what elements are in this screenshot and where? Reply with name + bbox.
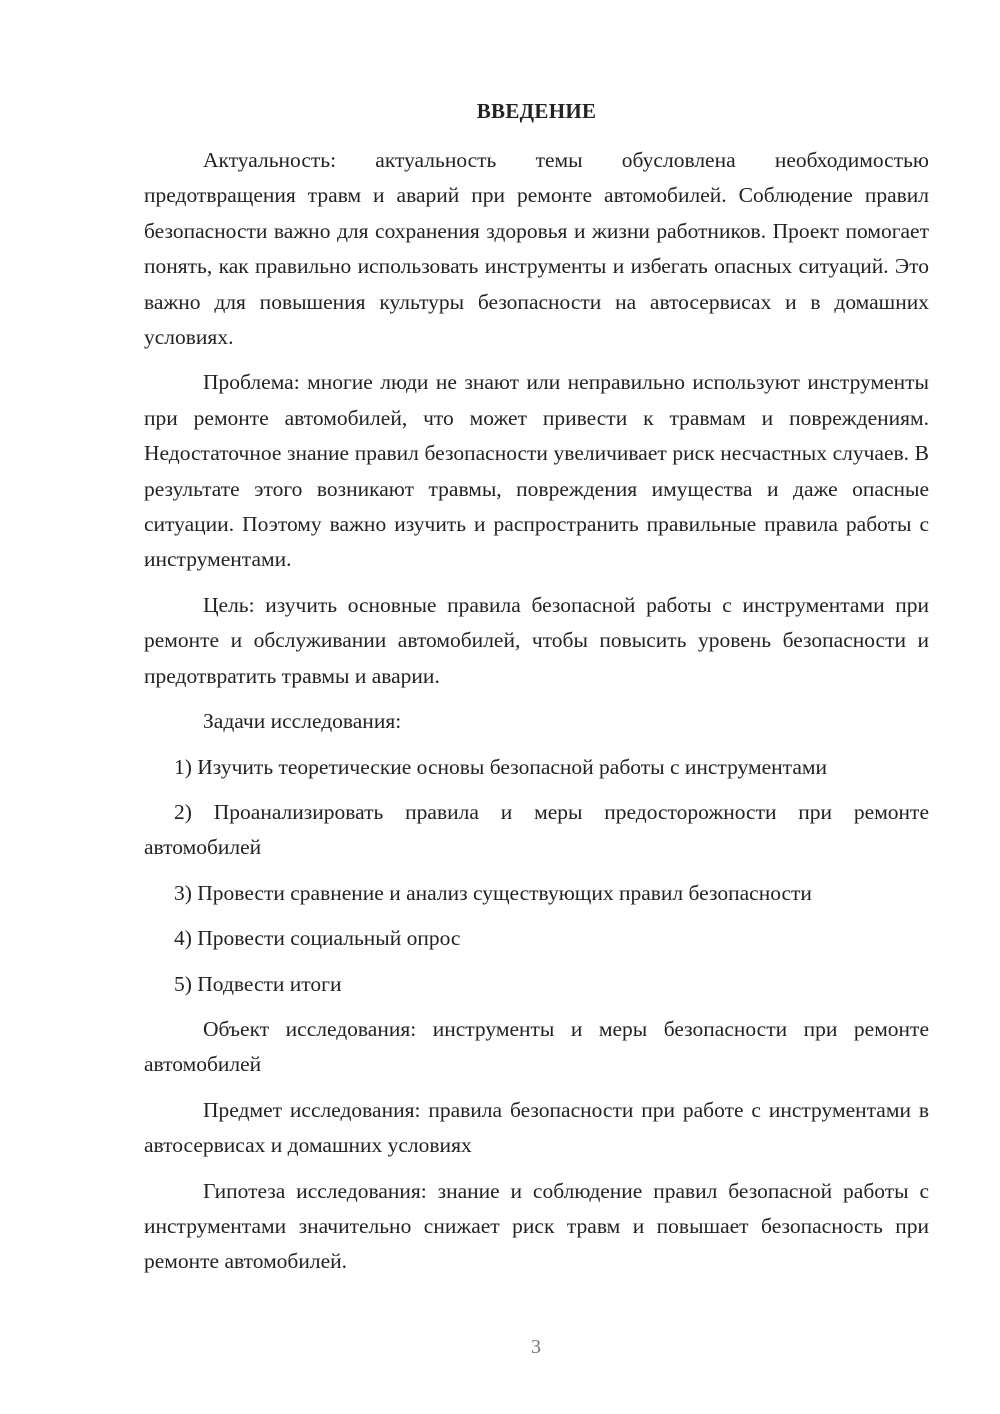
- document-body: [144, 143, 929, 1280]
- page-number: 3: [531, 1336, 541, 1358]
- paragraph-tasks-label: Задачи исследования:: [203, 709, 402, 734]
- paragraph-problem: Проблема: многие люди не знают или неправильно используют инструменты при ремонте автомобилей, что может привести к травмам и повреждениям. Недостаточное знание правил безопасности увеличивает риск несчастных случаев. В результате этого возникают травмы, повреждения имущества и даже опасные ситуации. Поэтому важно изучить и распространить правильные правила работы с инструментами.: [144, 370, 929, 572]
- paragraph-goal: Цель: изучить основные правила безопасной работы с инструментами при ремонте и обслуживании автомобилей, чтобы повысить уровень безопасности и предотвратить травмы и аварии.: [144, 592, 929, 688]
- paragraph-relevance: Актуальность: актуальность темы обусловлена необходимостью предотвращения травм и аварий при ремонте автомобилей. Соблюдение правил безопасности важно для сохранения здоровья и жизни работников. Проект помогает понять, как правильно использовать инструменты и избегать опасных ситуаций. Это важно для повышения культуры безопасности на автосервисах и в домашних условиях.: [144, 148, 929, 350]
- paragraph-object: Объект исследования: инструменты и меры безопасности при ремонте автомобилей: [144, 1016, 929, 1077]
- paragraph-subject: Предмет исследования: правила безопасности при работе с инструментами в автосервисах и домашних условиях: [144, 1097, 929, 1158]
- paragraph-hypothesis: Гипотеза исследования: знание и соблюдение правил безопасной работы с инструментами значительно снижает риск травм и повышает безопасность при ремонте автомобилей.: [144, 1178, 929, 1274]
- list-item: 5) Подвести итоги: [174, 971, 342, 996]
- list-item: 1) Изучить теоретические основы безопасной работы с инструментами: [174, 754, 827, 779]
- list-item: 2) Проанализировать правила и меры предосторожности при ремонте автомобилей: [144, 799, 929, 860]
- list-item: 4) Провести социальный опрос: [174, 926, 461, 951]
- list-item: 3) Провести сравнение и анализ существующих правил безопасности: [174, 880, 812, 905]
- section-heading: ВВЕДЕНИЕ: [476, 99, 597, 123]
